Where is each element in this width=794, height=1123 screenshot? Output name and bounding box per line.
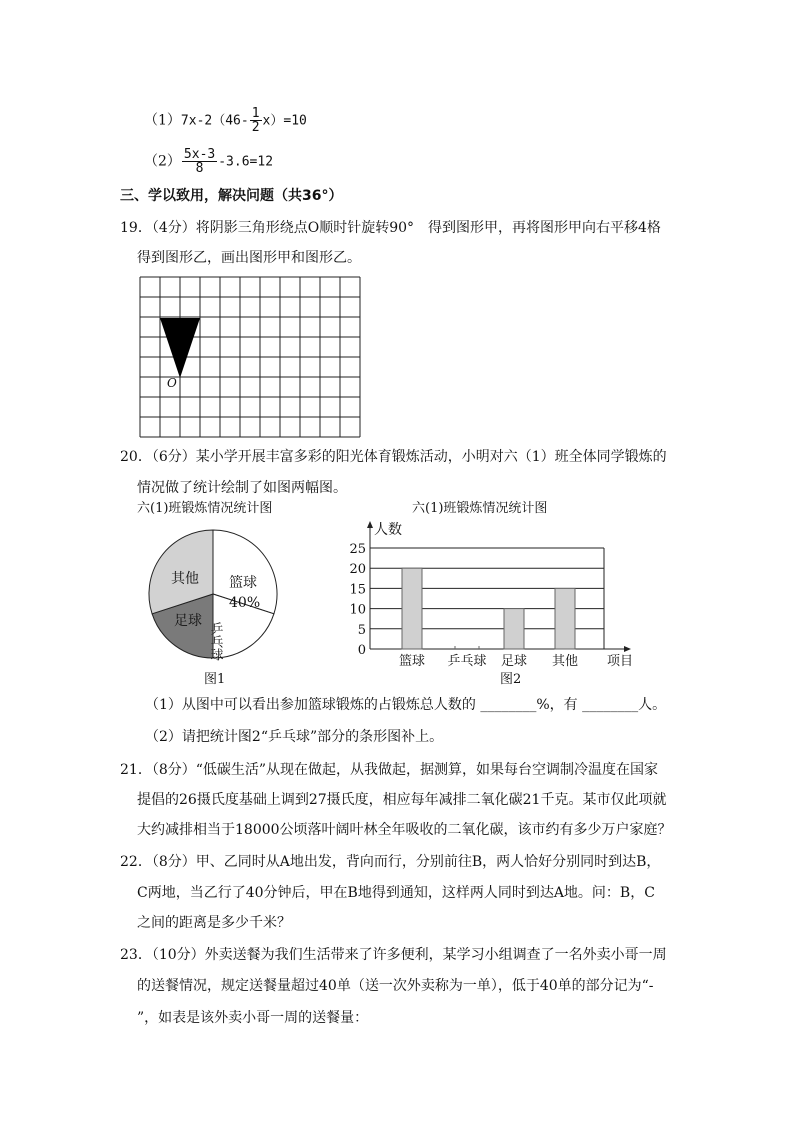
answer-blank-count[interactable]: ________	[582, 697, 639, 713]
q20-line1: 20．（6分）某小学开展丰富多彩的阳光体育锻炼活动，小明对六（1）班全体同学锻炼的	[120, 449, 667, 465]
x-axis-label: 项目	[606, 654, 634, 669]
bar-0	[402, 568, 422, 649]
q22-line3: 之间的距离是多少千米？	[137, 915, 291, 931]
equation-1-right: x）=10	[262, 113, 307, 129]
bar-caption: 图2	[500, 672, 522, 687]
fraction-numerator: 1	[251, 106, 260, 121]
y-tick-label: 5	[357, 622, 366, 638]
q21-line2: 提倡的26摄氏度基础上调到27摄氏度，相应每年减排二氧化碳21千克。某市仅此项就	[137, 792, 667, 808]
y-tick-label: 0	[357, 643, 366, 658]
q21-line3: 大约减排相当于18000公顷落叶阔叶林全年吸收的二氧化碳，该市约有多少万户家庭？	[137, 822, 672, 838]
shaded-triangle	[160, 318, 200, 378]
pie-label-other: 其他	[171, 571, 199, 587]
y-axis-arrow	[367, 521, 373, 528]
bar-2	[504, 609, 524, 649]
bar-chart	[346, 517, 636, 677]
fraction-denominator: 2	[251, 120, 260, 135]
equation-1-number: （1）	[144, 112, 181, 129]
q19-line2: 得到图形乙，画出图形甲和图形乙。	[137, 250, 361, 266]
fraction-numerator: 5x-3	[183, 147, 216, 162]
pie-caption: 图1	[204, 672, 226, 687]
q22-line2: C两地，当乙行了40分钟后，甲在B地得到通知，这样两人同时到达A地。问：B，C	[137, 885, 655, 901]
q20-sub1	[145, 695, 666, 715]
equation-2	[144, 148, 273, 175]
q20-sub1-text3: 人。	[638, 697, 667, 713]
point-o-label: O	[167, 376, 177, 390]
equation-1-left: 7x-2（46-	[180, 113, 249, 129]
y-tick-label: 15	[349, 582, 366, 598]
q22-line1: 22．（8分）甲、乙同时从A地出发，背向而行，分别前往B，两人恰好分别同时到达B，	[120, 854, 661, 870]
section-title: 三、学以致用，解决问题（共36°）	[120, 188, 343, 204]
equation-2-number: （2）	[144, 153, 181, 170]
q21-line1: 21．（8分）“低碳生活”从现在做起，从我做起，据测算，如果每台空调制冷温度在国家	[120, 762, 659, 778]
equation-1	[144, 107, 307, 134]
pie-label-football: 足球	[174, 613, 202, 629]
q19-grid-figure	[134, 274, 366, 438]
pie-label-pingpong: 乒乓球	[207, 622, 223, 661]
y-axis-label: 人数	[374, 522, 402, 538]
bar-3	[555, 588, 575, 649]
q23-line3: ”，如表是该外卖小哥一周的送餐量：	[137, 1010, 369, 1026]
x-tick-label: 足球	[500, 654, 528, 669]
x-axis-arrow	[624, 646, 631, 652]
q23-line1: 23．（10分）外卖送餐为我们生活带来了许多便利，某学习小组调查了一名外卖小哥一周	[120, 947, 667, 963]
pie-label-basketball: 篮球	[229, 575, 257, 591]
pie-label-basketball-pct: 40%	[229, 595, 261, 611]
x-tick-label: 其他	[551, 654, 579, 669]
x-tick-label: 篮球	[398, 654, 426, 669]
q20-sub1-text2: %，有	[536, 697, 578, 713]
answer-blank-percent[interactable]: ________	[480, 697, 537, 713]
q20-sub2: （2）请把统计图2“乒乓球”部分的条形图补上。	[145, 729, 444, 745]
q19-line1: 19．（4分）将阴影三角形绕点O顺时针旋转90° 得到图形甲，再将图形甲向右平移4格	[120, 220, 661, 236]
q20-line2: 情况做了统计绘制了如图两幅图。	[137, 480, 347, 496]
y-tick-label: 25	[349, 542, 366, 557]
y-tick-label: 10	[349, 602, 366, 618]
equation-2-right: -3.6=12	[218, 154, 274, 170]
q20-sub1-text: （1）从图中可以看出参加篮球锻炼的占锻炼总人数的	[145, 697, 476, 713]
y-tick-label: 20	[349, 562, 366, 578]
bar-title: 六(1)班锻炼情况统计图	[412, 501, 548, 516]
fraction-denominator: 8	[195, 161, 204, 176]
equation-1-fraction	[250, 107, 262, 134]
pie-chart	[143, 524, 283, 664]
pie-title: 六(1)班锻炼情况统计图	[137, 501, 273, 516]
x-tick-label: 乒乓球	[447, 654, 487, 669]
equation-2-fraction	[182, 148, 217, 175]
q23-line2: 的送餐情况，规定送餐量超过40单（送一次外卖称为一单），低于40单的部分记为“-	[137, 978, 654, 994]
